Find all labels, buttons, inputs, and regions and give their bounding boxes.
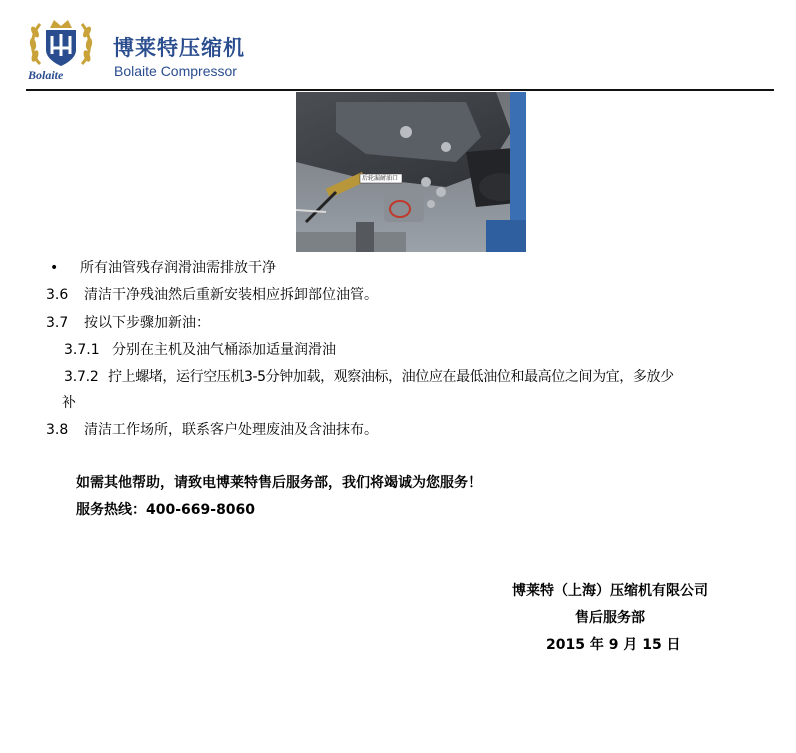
header-divider	[26, 89, 774, 91]
section-3-7-2-text: 拧上螺堵，运行空压机3-5分钟加载，观察油标，油位应在最低油位和最高位之间为宜，多放少	[108, 369, 674, 385]
logo-script-text: Bolaite	[28, 68, 64, 82]
bullet-text: 所有油管残存润滑油需排放干净	[80, 260, 276, 276]
compressor-photo	[296, 92, 526, 252]
bullet-symbol: •	[50, 260, 59, 276]
oil-drain-photo-illustration	[296, 92, 526, 252]
section-3-7-2-number: 3.7.2	[64, 369, 99, 385]
section-3-8-text: 清洁工作场所，联系客户处理废油及含油抹布。	[84, 422, 378, 438]
service-hotline: 服务热线：400-669-8060	[76, 502, 256, 518]
section-3-6-number: 3.6	[46, 287, 69, 303]
footer-company-name: 博莱特（上海）压缩机有限公司	[512, 583, 708, 599]
section-3-7-number: 3.7	[46, 315, 69, 331]
section-3-8-number: 3.8	[46, 422, 69, 438]
help-message: 如需其他帮助，请致电博莱特售后服务部，我们将竭诚为您服务！	[76, 475, 482, 491]
laurel-logo-icon	[26, 14, 96, 70]
section-3-7-2-continuation: 补	[62, 395, 76, 411]
company-name-en: Bolaite Compressor	[114, 63, 237, 79]
footer-department: 售后服务部	[575, 610, 645, 626]
section-3-7-1-text: 分别在主机及油气桶添加适量润滑油	[112, 342, 336, 358]
section-3-7-1-number: 3.7.1	[64, 342, 100, 358]
photo-callout-label: 后轮漏耐油口	[362, 175, 399, 182]
section-3-6-text: 清洁干净残油然后重新安装相应拆卸部位油管。	[84, 287, 378, 303]
company-name-cn: 博莱特压缩机	[113, 36, 245, 60]
section-3-7-text: 按以下步骤加新油：	[84, 315, 210, 331]
footer-date: 2015 年 9 月 15 日	[546, 637, 681, 653]
